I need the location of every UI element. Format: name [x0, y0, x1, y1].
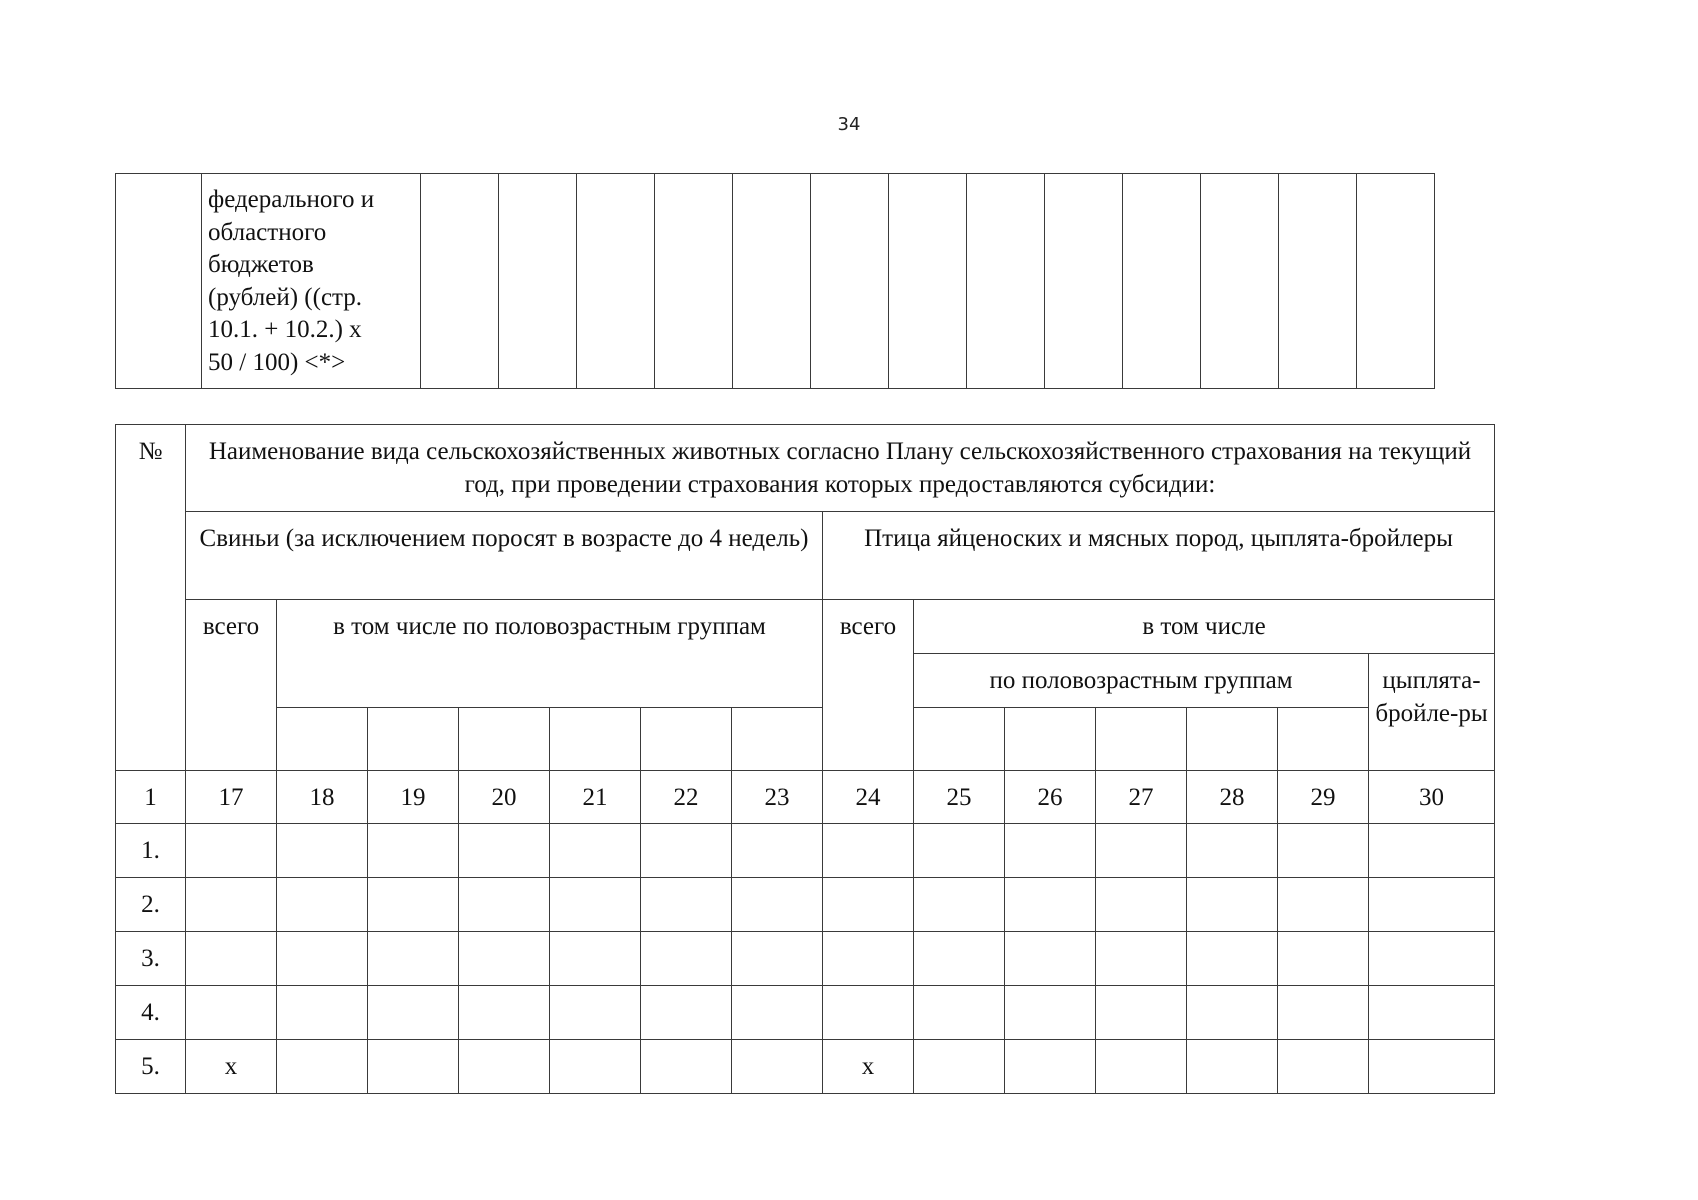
header-row-title	[116, 425, 1495, 512]
data-cell	[368, 824, 459, 878]
data-cell	[459, 986, 550, 1040]
pigs-subgroup-cell	[277, 708, 368, 771]
data-cell	[732, 932, 823, 986]
data-cell	[368, 878, 459, 932]
header-row-empty-subgroups	[116, 708, 1495, 771]
pigs-subgroups-header: в том числе по половозрастным группам	[333, 613, 766, 640]
data-cell	[1278, 878, 1369, 932]
table-row	[116, 986, 1495, 1040]
data-cell	[914, 1040, 1005, 1094]
no-header-cell	[116, 425, 186, 771]
pigs-total-header-cell	[186, 600, 277, 771]
data-cell	[1096, 932, 1187, 986]
continuation-empty-cell	[1357, 174, 1435, 389]
table-row	[116, 878, 1495, 932]
row-number: 4.	[116, 986, 186, 1040]
data-cell	[914, 932, 1005, 986]
poultry-subgroups-header-cell	[914, 654, 1369, 708]
data-cell	[1369, 932, 1495, 986]
data-cell	[277, 1040, 368, 1094]
data-cell	[277, 986, 368, 1040]
data-cell	[1005, 1040, 1096, 1094]
header-row-animal-types	[116, 512, 1495, 600]
poultry-subgroup-cell	[1096, 708, 1187, 771]
data-cell	[641, 1040, 732, 1094]
data-cell	[550, 1040, 641, 1094]
column-number: 18	[277, 771, 368, 824]
pigs-total-value	[186, 986, 277, 1040]
data-cell	[1278, 986, 1369, 1040]
data-cell	[1096, 878, 1187, 932]
broilers-header: цыплята-бройле-ры	[1375, 667, 1488, 727]
data-cell	[1005, 932, 1096, 986]
poultry-header: Птица яйценоских и мясных пород, цыплята-бройлеры	[864, 525, 1453, 552]
continuation-empty-cell	[1279, 174, 1357, 389]
data-cell	[1369, 1040, 1495, 1094]
column-number: 25	[914, 771, 1005, 824]
data-cell	[1369, 824, 1495, 878]
data-cell	[1096, 1040, 1187, 1094]
data-cell	[641, 932, 732, 986]
row-number: 2.	[116, 878, 186, 932]
column-number: 23	[732, 771, 823, 824]
column-number: 22	[641, 771, 732, 824]
pigs-total-header: всего	[202, 613, 260, 640]
table-row	[116, 932, 1495, 986]
data-cell	[1187, 878, 1278, 932]
column-number: 27	[1096, 771, 1187, 824]
data-cell	[1187, 986, 1278, 1040]
pigs-total-value	[186, 878, 277, 932]
data-cell	[459, 932, 550, 986]
poultry-subgroup-cell	[1278, 708, 1369, 771]
continuation-line: областного	[208, 218, 327, 246]
continuation-empty-cell	[733, 174, 811, 389]
continuation-empty-cell	[889, 174, 967, 389]
table-title: Наименование вида сельскохозяйственных животных согласно Плану сельскохозяйственного страхования на текущий год, при проведении страхования которых предоставляются субсидии:	[208, 438, 1472, 498]
column-number: 26	[1005, 771, 1096, 824]
data-cell	[550, 824, 641, 878]
data-cell	[550, 878, 641, 932]
continuation-line: 10.1. + 10.2.) х	[208, 316, 362, 344]
poultry-total-header-cell	[823, 600, 914, 771]
poultry-subgroup-cell	[1005, 708, 1096, 771]
poultry-total-value: х	[823, 1040, 914, 1094]
data-cell	[732, 1040, 823, 1094]
data-cell	[641, 878, 732, 932]
continuation-line: федерального и	[208, 186, 375, 213]
data-cell	[732, 878, 823, 932]
data-cell	[1005, 986, 1096, 1040]
table-row	[116, 824, 1495, 878]
pigs-header-cell	[186, 512, 823, 600]
continuation-line: (рублей) ((стр.	[208, 283, 363, 311]
continuation-empty-cell	[1123, 174, 1201, 389]
header-row-groups	[116, 600, 1495, 654]
data-cell	[1005, 824, 1096, 878]
row-number: 3.	[116, 932, 186, 986]
continuation-empty-cell	[1201, 174, 1279, 389]
column-number: 19	[368, 771, 459, 824]
data-cell	[1187, 1040, 1278, 1094]
data-cell	[459, 1040, 550, 1094]
data-cell	[1096, 986, 1187, 1040]
poultry-total-value	[823, 986, 914, 1040]
row-number: 5.	[116, 1040, 186, 1094]
poultry-including-header-cell	[914, 600, 1495, 654]
poultry-subgroup-cell	[1187, 708, 1278, 771]
continuation-empty-cell	[655, 174, 733, 389]
continuation-empty-cell	[967, 174, 1045, 389]
pigs-subgroup-cell	[368, 708, 459, 771]
continuation-empty-cell	[499, 174, 577, 389]
data-cell	[641, 824, 732, 878]
data-cell	[1187, 932, 1278, 986]
data-cell	[732, 824, 823, 878]
poultry-total-value	[823, 932, 914, 986]
data-cell	[641, 986, 732, 1040]
poultry-subgroups-header: по половозрастным группам	[989, 667, 1293, 694]
column-number: 28	[1187, 771, 1278, 824]
data-cell	[368, 1040, 459, 1094]
pigs-header: Свиньи (за исключением поросят в возрасте до 4 недель)	[199, 525, 809, 552]
data-cell	[368, 932, 459, 986]
continuation-row	[116, 174, 1435, 389]
column-number: 20	[459, 771, 550, 824]
data-cell	[1369, 986, 1495, 1040]
data-cell	[914, 824, 1005, 878]
continuation-empty-cell	[421, 174, 499, 389]
subsidy-table	[115, 424, 1495, 1094]
continuation-table	[115, 173, 1435, 389]
poultry-total-value	[823, 824, 914, 878]
continuation-line: бюджетов	[208, 251, 314, 279]
data-cell	[277, 824, 368, 878]
data-cell	[277, 878, 368, 932]
pigs-subgroup-cell	[550, 708, 641, 771]
data-cell	[1278, 932, 1369, 986]
continuation-empty-cell	[577, 174, 655, 389]
pigs-total-value: х	[186, 1040, 277, 1094]
data-cell	[459, 878, 550, 932]
data-cell	[459, 824, 550, 878]
data-cell	[1369, 878, 1495, 932]
data-cell	[550, 986, 641, 1040]
title-cell	[186, 425, 1495, 512]
continuation-num-cell	[116, 174, 202, 389]
column-number: 21	[550, 771, 641, 824]
pigs-subgroup-cell	[732, 708, 823, 771]
poultry-subgroup-cell	[914, 708, 1005, 771]
column-number: 1	[116, 771, 186, 824]
column-number: 24	[823, 771, 914, 824]
data-cell	[914, 986, 1005, 1040]
data-cell	[1096, 824, 1187, 878]
column-number: 29	[1278, 771, 1369, 824]
no-header: №	[138, 438, 163, 465]
pigs-subgroups-header-cell	[277, 600, 823, 708]
pigs-subgroup-cell	[641, 708, 732, 771]
column-number: 30	[1369, 771, 1495, 824]
pigs-total-value	[186, 824, 277, 878]
table-row	[116, 1040, 1495, 1094]
continuation-label-cell	[202, 174, 421, 389]
pigs-subgroup-cell	[459, 708, 550, 771]
data-cell	[1278, 824, 1369, 878]
column-number: 17	[186, 771, 277, 824]
data-cell	[1278, 1040, 1369, 1094]
poultry-header-cell	[823, 512, 1495, 600]
data-cell	[914, 878, 1005, 932]
poultry-total-header: всего	[839, 613, 897, 640]
continuation-empty-cell	[811, 174, 889, 389]
data-cell	[277, 932, 368, 986]
poultry-including-header: в том числе	[1142, 613, 1266, 640]
data-cell	[550, 932, 641, 986]
continuation-empty-cell	[1045, 174, 1123, 389]
column-number-row	[116, 771, 1495, 824]
row-number: 1.	[116, 824, 186, 878]
data-cell	[1187, 824, 1278, 878]
page-number: 34	[837, 114, 861, 135]
pigs-total-value	[186, 932, 277, 986]
broilers-header-cell	[1369, 654, 1495, 771]
data-cell	[368, 986, 459, 1040]
data-cell	[732, 986, 823, 1040]
poultry-total-value	[823, 878, 914, 932]
data-cell	[1005, 878, 1096, 932]
continuation-line: 50 / 100) <*>	[208, 348, 346, 376]
